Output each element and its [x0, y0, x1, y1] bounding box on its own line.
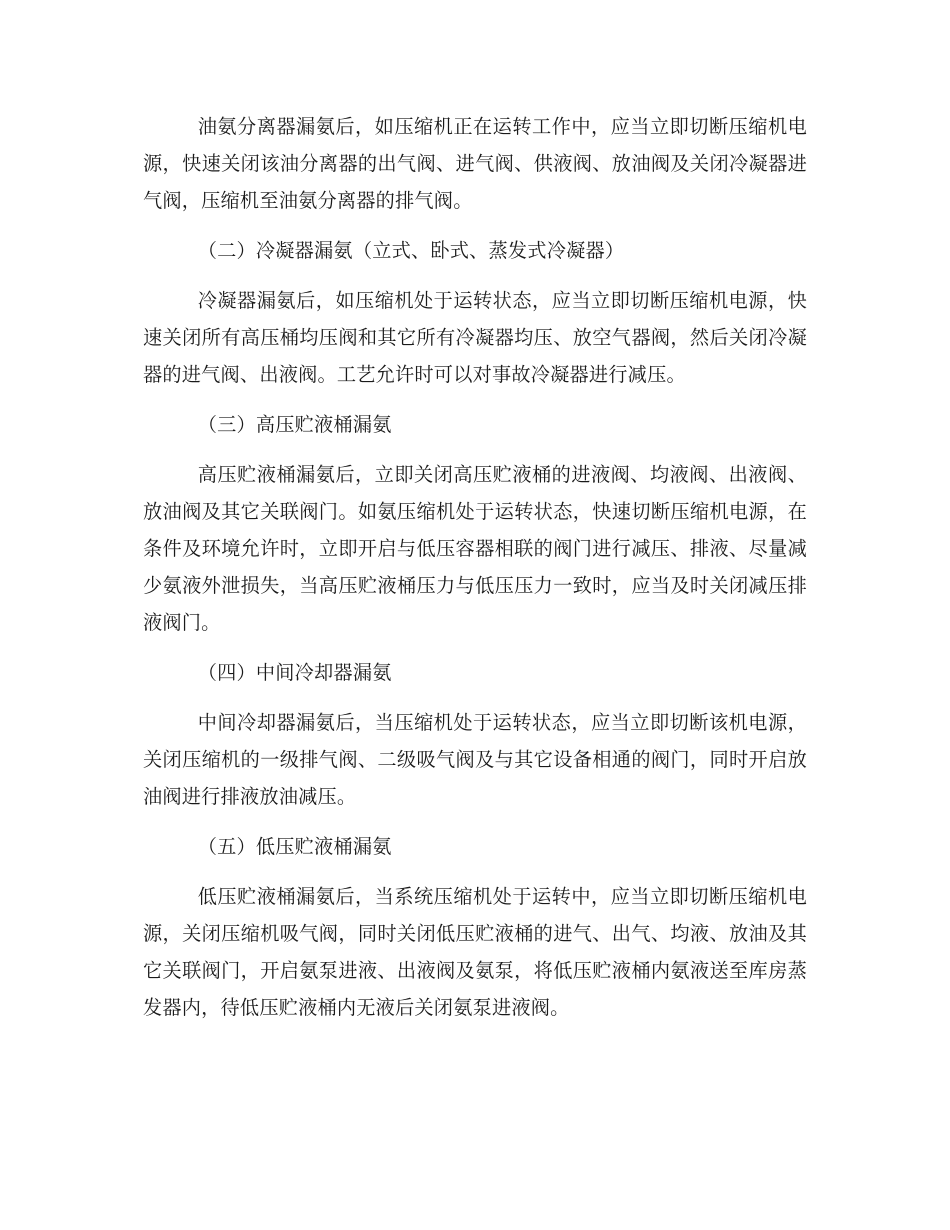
section-heading-low-pressure-receiver: （五）低压贮液桶漏氨	[197, 835, 392, 858]
paragraph-oil-separator-leak: 油氨分离器漏氨后，如压缩机正在运转工作中，应当立即切断压缩机电源，快速关闭该油分离器的出气阀、进气阀、供液阀、放油阀及关闭冷凝器进气阀，压缩机至油氨分离器的排气阀。	[143, 115, 807, 212]
paragraph-intercooler-leak: 中间冷却器漏氨后，当压缩机处于运转状态，应当立即切断该机电源，关闭压缩机的一级排气阀、二级吸气阀及与其它设备相通的阀门，同时开启放油阀进行排液放油减压。	[143, 711, 807, 808]
paragraph-low-pressure-receiver-leak: 低压贮液桶漏氨后，当系统压缩机处于运转中，应当立即切断压缩机电源，关闭压缩机吸气阀，同时关闭低压贮液桶的进气、出气、均液、放油及其它关联阀门，开启氨泵进液、出液阀及氨泵，将低压贮液桶内氨液送至库房蒸发器内，待低压贮液桶内无液后关闭氨泵进液阀。	[143, 885, 807, 1019]
paragraph-condenser-leak: 冷凝器漏氨后，如压缩机处于运转状态，应当立即切断压缩机电源，快速关闭所有高压桶均压阀和其它所有冷凝器均压、放空气器阀，然后关闭冷凝器的进气阀、出液阀。工艺允许时可以对事故冷凝器进行减压。	[143, 289, 807, 386]
document-body	[143, 108, 807, 1039]
section-heading-intercooler: （四）中间冷却器漏氨	[197, 661, 392, 684]
paragraph-high-pressure-receiver-leak: 高压贮液桶漏氨后，立即关闭高压贮液桶的进液阀、均液阀、出液阀、放油阀及其它关联阀门。如氨压缩机处于运转状态，快速切断压缩机电源，在条件及环境允许时，立即开启与低压容器相联的阀门进行减压、排液、尽量减少氨液外泄损失，当高压贮液桶压力与低压压力一致时，应当及时关闭减压排液阀门。	[143, 463, 807, 634]
section-heading-high-pressure-receiver: （三）高压贮液桶漏氨	[197, 413, 392, 436]
section-heading-condenser: （二）冷凝器漏氨（立式、卧式、蒸发式冷凝器）	[197, 239, 625, 262]
